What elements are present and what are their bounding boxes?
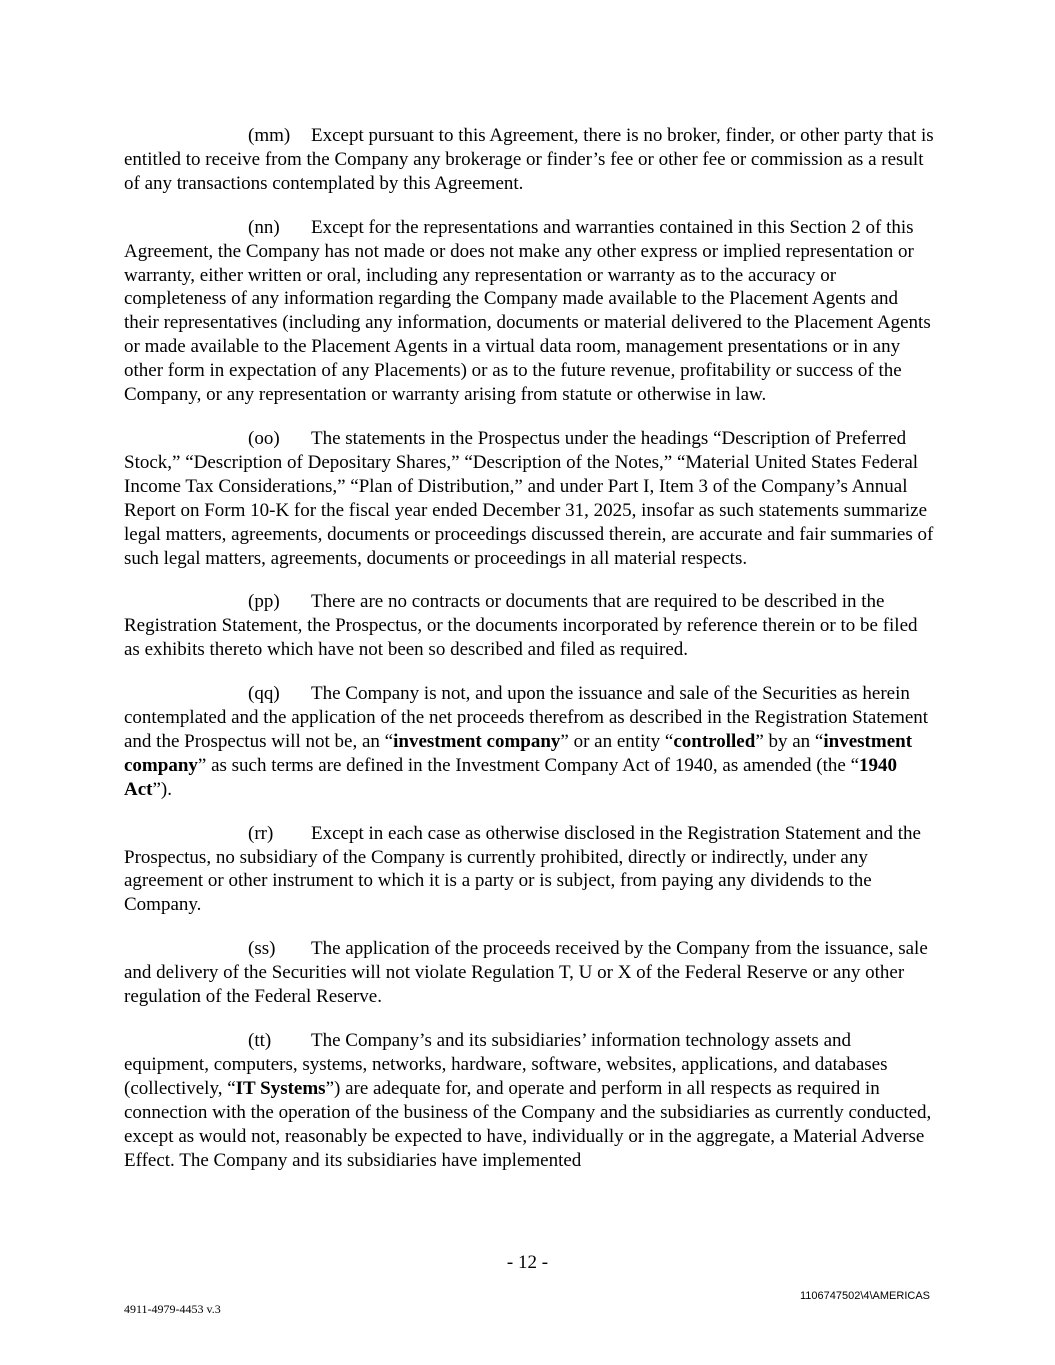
defined-term: controlled (673, 730, 756, 752)
defined-term: investment company (124, 730, 913, 776)
paragraph-mm (124, 124, 934, 196)
paragraph-text: The Company is not, and upon the issuance and sale of the Securities as herein contemplated and the application of the net proceeds therefrom as described in the Registration Statement and the Prospectus will not be, an “ (124, 683, 929, 752)
paragraph-oo (124, 427, 934, 570)
paragraph-text: The statements in the Prospectus under the headings “Description of Preferred Stock,” “Description of Depositary Shares,” “Description of the Notes,” “Material United States Federal Income Tax Considerations,” “Plan of Distribution,” and under Part I, Item 3 of the Company’s Annual Report on Form 10-K for the fiscal year ended December 31, 2025, insofar as such statements summarize legal matters, agreements, documents or proceedings discussed therein, are accurate and fair summaries of such legal matters, agreements, documents or proceedings in all material respects. (124, 427, 934, 569)
paragraph-text: The application of the proceeds received by the Company from the issuance, sale and delivery of the Securities will not violate Regulation T, U or X of the Federal Reserve or any other regulation of the Federal Reserve. (124, 938, 928, 1008)
paragraph-label: (ss) (248, 938, 276, 960)
paragraph-text: Except for the representations and warranties contained in this Section 2 of this Agreement, the Company has not made or does not make any other express or implied representation or warranty, either written or oral, including any representation or warranty as to the accuracy or completeness of any information regarding the Company made available to the Placement Agents and their representatives (including any information, documents or material delivered to the Placement Agents or made available to the Placement Agents in a virtual data room, management presentations or in any other form in expectation of any Placements) or as to the future revenue, profitability or success of the Company, or any representation or warranty arising from statute or otherwise in law. (124, 216, 931, 406)
paragraph-label: (pp) (248, 591, 280, 613)
paragraph-nn (124, 216, 934, 407)
paragraph-rr (124, 822, 934, 918)
paragraph-text: There are no contracts or documents that are required to be described in the Registration Statement, the Prospectus, or the documents incorporated by reference therein or to be filed as exhibits thereto which have not been so described and filed as required. (124, 591, 918, 661)
document-id-right: 1106747502\4\AMERICAS (799, 1290, 930, 1302)
paragraph-label: (mm) (248, 125, 291, 146)
defined-term: 1940 Act (124, 754, 898, 800)
defined-term: IT Systems (235, 1077, 326, 1099)
document-body (124, 124, 934, 1192)
paragraph-ss (124, 937, 934, 1009)
paragraph-text: Except in each case as otherwise disclosed in the Registration Statement and the Prospectus, no subsidiary of the Company is currently prohibited, directly or indirectly, under any agreement or other instrument to which it is a party or is subject, from paying any dividends to the Company. (124, 822, 921, 916)
paragraph-text: ”) are adequate for, and operate and perform in all respects as required in connection with the operation of the business of the Company and the subsidiaries as currently conducted, except as would not, reasonably be expected to have, individually or in the aggregate, a Material Adverse Effect. The Company and its subsidiaries have implemented (124, 1077, 932, 1171)
paragraph-label: (qq) (248, 683, 280, 705)
paragraph-label: (rr) (248, 822, 274, 844)
paragraph-text: ” as such terms are defined in the Investment Company Act of 1940, as amended (the “ (197, 754, 860, 776)
document-id-left: 4911-4979-4453 v.3 (124, 1302, 221, 1316)
paragraph-text: ” by an “ (755, 730, 824, 752)
defined-term: investment company (393, 730, 561, 752)
paragraph-qq (124, 682, 934, 802)
paragraph-label: (oo) (248, 427, 280, 449)
page-number: - 12 - (506, 1252, 549, 1273)
paragraph-label: (tt) (248, 1030, 272, 1051)
paragraph-text: The Company’s and its subsidiaries’ information technology assets and equipment, computers, systems, networks, hardware, software, websites, applications, and databases (collectively, “ (124, 1030, 888, 1099)
paragraph-tt (124, 1029, 934, 1172)
paragraph-label: (nn) (248, 216, 280, 238)
paragraph-text: Except pursuant to this Agreement, there is no broker, finder, or other party that is entitled to receive from the Company any brokerage or finder’s fee or other fee or commission as a result of any transactions contemplated by this Agreement. (124, 125, 934, 194)
paragraph-text: ” or an entity “ (560, 730, 674, 752)
paragraph-text: ”). (152, 778, 172, 800)
paragraph-pp (124, 590, 934, 662)
